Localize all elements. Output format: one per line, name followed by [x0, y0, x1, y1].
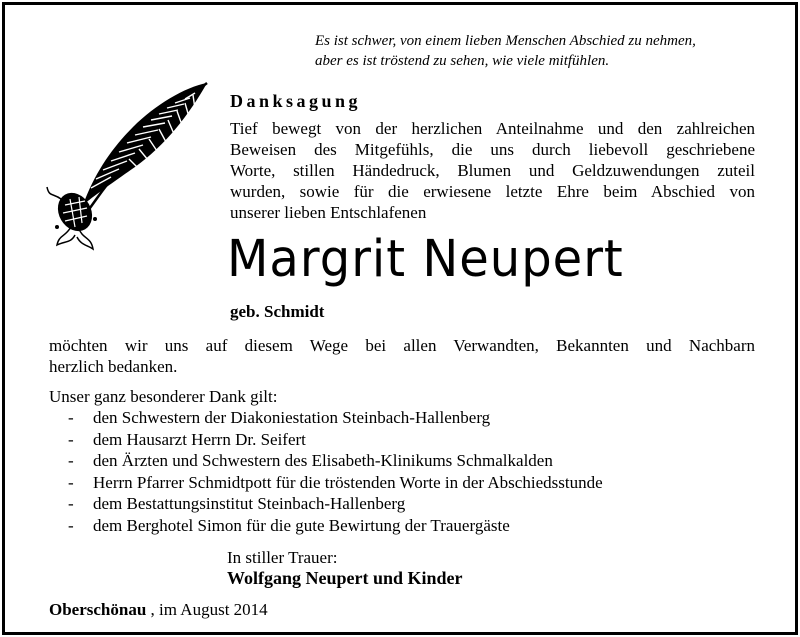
list-dash: - — [68, 472, 74, 492]
place: Oberschönau — [49, 600, 147, 619]
date: , im August 2014 — [150, 600, 268, 619]
intro-line: unserer lieben Entschlafenen — [230, 203, 427, 222]
feather-icon — [35, 77, 215, 257]
list-item-text: den Schwestern der Diakoniestation Steinbach-Hallenberg — [93, 408, 491, 427]
list-item-text: Herrn Pfarrer Schmidtpott für die tröstenden Worte in der Abschiedsstunde — [93, 472, 603, 492]
thanks-paragraph — [49, 335, 755, 377]
list-item-text: dem Berghotel Simon für die gute Bewirtung der Trauergäste — [93, 515, 510, 535]
motto-line: Es ist schwer, von einem lieben Menschen Abschied zu nehmen, — [315, 33, 696, 49]
deceased-name: Margrit Neupert — [227, 229, 624, 289]
intro-line: Tief bewegt von der herzlichen Anteilnahme und den zahlreichen — [230, 119, 755, 138]
motto-line: aber es ist tröstend zu sehen, wie viele mitfühlen. — [315, 53, 610, 69]
list-item — [49, 472, 603, 494]
list-dash: - — [68, 408, 74, 427]
list-dash: - — [68, 515, 74, 535]
heading-danksagung: Danksagung — [230, 91, 362, 111]
list-item — [49, 429, 603, 451]
list-item-text: dem Hausarzt Herrn Dr. Seifert — [93, 429, 306, 449]
thanks-line: möchten wir uns auf diesem Wege bei allen Verwandten, Bekannten und Nachbarn — [49, 336, 755, 355]
list-item — [49, 450, 603, 472]
intro-line: Beweisen des Mitgefühls, die uns durch liebevoll geschriebene — [230, 140, 755, 159]
list-item — [49, 493, 603, 515]
birth-name: geb. Schmidt — [230, 302, 325, 321]
thanks-line: herzlich bedanken. — [49, 357, 178, 376]
list-dash: - — [68, 494, 74, 514]
intro-paragraph — [230, 118, 755, 223]
obituary-notice — [2, 2, 798, 635]
list-item — [49, 515, 603, 537]
mourners-names: Wolfgang Neupert und Kinder — [227, 568, 463, 588]
motto-quote — [315, 31, 775, 71]
intro-line: wurden, sowie für die erwiesene letzte Ehre beim Abschied von — [230, 182, 755, 201]
list-item-text: den Ärzten und Schwestern des Elisabeth-Klinikums Schmalkalden — [93, 451, 553, 471]
list-dash: - — [68, 429, 74, 449]
special-thanks-intro: Unser ganz besonderer Dank gilt: — [49, 387, 278, 406]
intro-line: Worte, stillen Händedruck, Blumen und Geldzuwendungen zuteil — [230, 161, 755, 180]
list-item-text: dem Bestattungsinstitut Steinbach-Hallenberg — [93, 494, 406, 514]
special-thanks-list — [49, 407, 603, 537]
place-date — [49, 600, 268, 620]
list-dash: - — [68, 451, 74, 471]
list-item — [49, 407, 603, 429]
mourning-label: In stiller Trauer: — [227, 548, 338, 567]
